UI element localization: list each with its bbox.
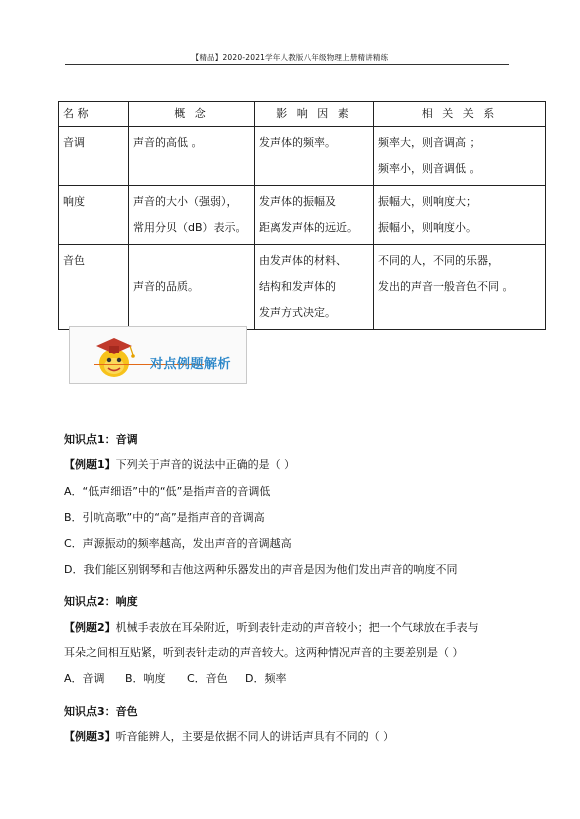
example-label: 【例题1】	[64, 458, 116, 471]
table-header-cell: 名 称	[59, 102, 129, 127]
cell-line: 常用分贝（dB）表示。	[133, 221, 247, 234]
row-name-cell: 音色	[59, 245, 129, 330]
relations-cell	[374, 127, 546, 186]
option: C．音色	[187, 672, 228, 685]
section-title: 知识点2：响度	[64, 595, 138, 608]
example-label: 【例题2】	[64, 621, 116, 634]
factors-cell	[255, 245, 374, 330]
table-header-row	[59, 102, 546, 127]
cell-line: 频率大，则音调高 ；	[378, 136, 481, 149]
option: D．我们能区别钢琴和吉他这两种乐器发出的声音是因为他们发出声音的响度不同	[64, 563, 458, 576]
section-title: 知识点3：音色	[64, 705, 138, 718]
table-row	[59, 245, 546, 330]
row-name-cell: 响度	[59, 186, 129, 245]
cell-line: 声音的高低 。	[133, 136, 203, 149]
example-analysis-badge	[69, 326, 247, 384]
option: B．响度	[125, 672, 166, 685]
cell-line: 发声体的振幅及	[259, 195, 336, 208]
question-text: 机械手表放在耳朵附近，听到表针走动的声音较小；把一个气球放在手表与	[115, 621, 479, 634]
cell-line: 发声方式决定。	[259, 306, 336, 319]
question-text: 下列关于声音的说法中正确的是（ ）	[115, 458, 296, 471]
table-row	[59, 127, 546, 186]
concept-table	[58, 101, 546, 330]
cell-line: 振幅大，则响度大；	[378, 195, 477, 208]
example-question	[64, 457, 295, 473]
page-header: 【精品】2020-2021学年人教版八年级物理上册精讲精练	[191, 53, 389, 62]
example-label: 【例题3】	[64, 730, 116, 743]
section-title: 知识点1：音调	[64, 433, 138, 446]
example-question	[64, 729, 394, 745]
question-text: 听音能辨人，主要是依据不同人的讲话声具有不同的（ ）	[115, 730, 395, 743]
cell-line: 不同的人，不同的乐器，	[378, 254, 499, 267]
option: B．引吭高歌”中的“高”是指声音的音调高	[64, 511, 265, 524]
option: A．“低声细语”中的“低”是指声音的音调低	[64, 485, 271, 498]
question-text-continued: 耳朵之间相互贴紧，听到表针走动的声音较大。这两种情况声音的主要差别是（ ）	[64, 646, 464, 659]
example-question	[64, 620, 479, 636]
factors-cell	[255, 186, 374, 245]
concept-cell	[129, 186, 255, 245]
cell-line: 声音的品质。	[133, 280, 199, 293]
relations-cell	[374, 186, 546, 245]
table-row	[59, 186, 546, 245]
concept-cell	[129, 127, 255, 186]
option: D．频率	[245, 672, 287, 685]
cell-line: 结构和发声体的	[259, 280, 336, 293]
cell-line: 发出的声音一般音色不同 。	[378, 280, 514, 293]
cell-line: 声音的大小（强弱），	[133, 195, 238, 208]
row-name-cell: 音调	[59, 127, 129, 186]
table-header-cell: 影 响 因 素	[255, 102, 374, 127]
option: A．音调	[64, 672, 105, 685]
factors-cell	[255, 127, 374, 186]
options-row	[64, 671, 286, 687]
graduation-mascot-icon	[84, 329, 144, 383]
header-rule	[65, 64, 509, 65]
concept-cell	[129, 245, 255, 330]
cell-line: 由发声体的材料、	[259, 254, 347, 267]
cell-line: 距离发声体的远近。	[259, 221, 358, 234]
table-header-cell: 概 念	[129, 102, 255, 127]
cell-line: 发声体的频率。	[259, 136, 336, 149]
badge-title: 对点例题解析	[150, 357, 232, 372]
cell-line: 频率小，则音调低 。	[378, 162, 481, 175]
table-header-cell: 相 关 关 系	[374, 102, 546, 127]
option: C．声源振动的频率越高，发出声音的音调越高	[64, 537, 292, 550]
relations-cell	[374, 245, 546, 330]
cell-line: 振幅小，则响度小。	[378, 221, 477, 234]
